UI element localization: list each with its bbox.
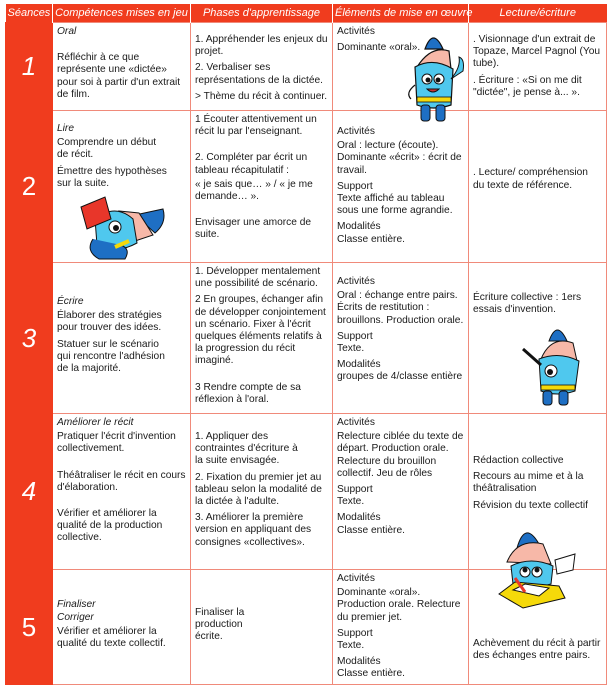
phase-item: « je sais que… » / « je me demande… ».: [195, 178, 313, 203]
phase-item: Finaliser la production écrite.: [195, 606, 245, 642]
support-label: Support: [337, 180, 373, 192]
modalites-label: Modalités: [337, 656, 381, 668]
activites-text: Relecture ciblée du texte de départ. Production orale. Relecture du brouillon collectif. Jeu de rôles: [337, 431, 464, 479]
table-row: [6, 23, 607, 111]
competence-text: Réfléchir à ce que représente une «dictée» pour soi à partir d'un extrait de film.: [57, 52, 181, 100]
activites-label: Activités: [337, 276, 375, 288]
support-label: Support: [337, 627, 373, 639]
phases-cell: [191, 570, 333, 685]
sequence-table: [5, 4, 607, 685]
activites-label: Activités: [337, 126, 375, 138]
competence-text: Comprendre un début de récit.: [57, 137, 157, 161]
session-number: 1: [6, 23, 53, 111]
activites-text: Oral : échange entre pairs. Écrits de restitution : brouillons. Production orale.: [337, 290, 464, 326]
support-text: Texte.: [337, 640, 365, 652]
phase-item: 1 Écouter attentivement un récit lu par l'enseignant.: [195, 114, 317, 138]
competences-cell: [53, 23, 191, 111]
phase-item: 1. Appréhender les enjeux du projet.: [195, 34, 328, 58]
header-seances: Séances: [6, 4, 53, 23]
crayon-mascot-reading-icon: [75, 189, 167, 261]
competence-text: Statuer sur le scénario qui rencontre l'adhésion de la majorité.: [57, 338, 165, 375]
activites-label: Activités: [337, 417, 375, 429]
competence-text: Théâtraliser le récit en cours d'élaboration.: [57, 469, 186, 493]
activites-label: Activités: [337, 573, 375, 585]
lecture-cell: [469, 111, 607, 263]
elements-cell: [333, 23, 469, 111]
activites-text: Oral : lecture (écoute). Dominante «écrit» : écrit de travail.: [337, 140, 462, 176]
competence-title-2: Corriger: [57, 611, 94, 623]
lecture-item: Recours au mime et à la théâtralisation: [473, 471, 584, 495]
modalites-text: Classe entière.: [337, 668, 405, 680]
competences-cell: [53, 570, 191, 685]
competence-text: Vérifier et améliorer la qualité de la production collective.: [57, 508, 163, 544]
session-number: 3: [6, 263, 53, 414]
competence-text: Vérifier et améliorer la qualité du texte collectif.: [57, 625, 166, 650]
table-row: [6, 414, 607, 570]
phase-item: 2. Verbaliser ses représentations de la dictée.: [195, 62, 323, 86]
session-number: 2: [6, 111, 53, 263]
crayon-mascot-pen-icon: [519, 319, 589, 409]
competence-text: Élaborer des stratégies pour trouver des idées.: [57, 310, 162, 334]
phase-item: Envisager une amorce de suite.: [195, 217, 312, 241]
lecture-item: Rédaction collective: [473, 455, 564, 467]
modalites-label: Modalités: [337, 512, 381, 524]
competence-title: Lire: [57, 123, 74, 135]
competence-title: Oral: [57, 26, 77, 37]
lecture-item: Écriture collective : 1ers essais d'invention.: [473, 292, 582, 316]
lecture-item: Révision du texte collectif: [473, 499, 588, 511]
competence-text: Émettre des hypothèses sur la suite.: [57, 165, 167, 189]
support-text: Texte.: [337, 343, 365, 355]
phase-item: 3 Rendre compte de sa réflexion à l'oral.: [195, 381, 301, 405]
header-phases: Phases d'apprentissage: [191, 4, 333, 23]
competences-cell: [53, 263, 191, 414]
lecture-item: . Visionnage d'un extrait de Topaze, Marcel Pagnol (You tube).: [473, 34, 601, 70]
phase-item: 2. Fixation du premier jet au tableau selon la modalité de la dictée à l'adulte.: [195, 471, 322, 508]
elements-cell: [333, 570, 469, 685]
table-header-row: [6, 4, 607, 23]
competences-cell: [53, 414, 191, 570]
competence-text: Pratiquer l'écrit d'invention collectivement.: [57, 431, 176, 455]
elements-cell: [333, 111, 469, 263]
phases-cell: [191, 263, 333, 414]
lecture-cell: [469, 414, 607, 570]
table-row: [6, 111, 607, 263]
lecture-item: Achèvement du récit à partir des échanges entre pairs.: [473, 638, 601, 662]
modalites-text: groupes de 4/classe entière: [337, 371, 463, 383]
competences-cell: [53, 111, 191, 263]
activites-text: Dominante «oral».: [337, 42, 421, 54]
activites-text: Dominante «oral». Production orale. Relecture du premier jet.: [337, 587, 461, 623]
modalites-label: Modalités: [337, 359, 381, 371]
support-text: Texte.: [337, 496, 365, 508]
phase-item: 1. Développer mentalement une possibilité de scénario.: [195, 266, 321, 290]
elements-cell: [333, 263, 469, 414]
modalites-text: Classe entière.: [337, 524, 405, 536]
support-text: Texte affiché au tableau sous une forme agrandie.: [337, 193, 453, 217]
activites-label: Activités: [337, 26, 375, 37]
session-number: 4: [6, 414, 53, 570]
competence-title: Finaliser: [57, 599, 96, 611]
lecture-cell: [469, 263, 607, 414]
phases-cell: [191, 23, 333, 111]
support-label: Support: [337, 330, 373, 342]
session-number: 5: [6, 570, 53, 685]
phase-item: 2. Compléter par écrit un tableau récapitulatif :: [195, 152, 308, 176]
competence-title: Écrire: [57, 296, 84, 308]
competence-title: Améliorer le récit: [57, 417, 134, 429]
lecture-item: . Écriture : «Si on me dit "dictée", je pense à... ».: [473, 74, 582, 98]
modalites-label: Modalités: [337, 221, 381, 233]
table-row: [6, 263, 607, 414]
phases-cell: [191, 111, 333, 263]
crayon-mascot-writing-desk-icon: [495, 520, 579, 612]
phase-item: > Thème du récit à continuer.: [195, 90, 328, 102]
support-label: Support: [337, 484, 373, 496]
elements-cell: [333, 414, 469, 570]
phase-item: 3. Améliorer la première version en appliquant des consignes «collectives».: [195, 512, 312, 548]
lecture-item: . Lecture/ compréhension du texte de référence.: [473, 167, 588, 191]
lecture-cell: [469, 23, 607, 111]
header-competences: Compétences mises en jeu: [53, 4, 191, 23]
phase-item: 2 En groupes, échanger afin de développer conjointement un scénario. Fixer à l'écrit quelques éléments relatifs à la progression du récit imaginé.: [195, 294, 326, 367]
header-elements: Éléments de mise en œuvre: [333, 4, 469, 23]
modalites-text: Classe entière.: [337, 233, 405, 245]
phases-cell: [191, 414, 333, 570]
header-lecture: Lecture/écriture: [469, 4, 607, 23]
phase-item: 1. Appliquer des contraintes d'écriture à la suite envisagée.: [195, 431, 298, 467]
